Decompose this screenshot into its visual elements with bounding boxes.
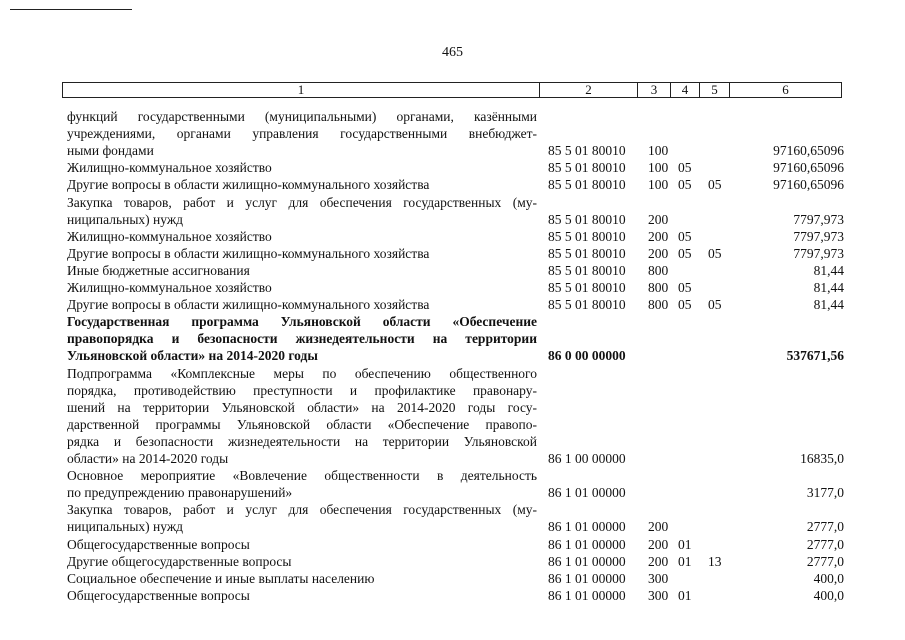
description-line: Основное мероприятие «Вовлечение общественности в деятельность — [67, 468, 537, 484]
row-subsection: 13 — [708, 553, 722, 569]
row-amount: 7797,973 — [793, 228, 844, 244]
row-code: 86 1 01 00000 — [548, 536, 626, 552]
column-header-2: 2 — [540, 83, 638, 98]
table-row — [0, 194, 905, 228]
description-line: Государственная программа Ульяновской области «Обеспечение — [67, 314, 537, 330]
description-line: ными фондами — [67, 143, 154, 158]
row-description — [67, 228, 537, 245]
row-description — [67, 279, 537, 296]
table-row — [0, 501, 905, 535]
row-subsection: 05 — [708, 177, 722, 193]
table-row — [0, 108, 905, 159]
row-code: 86 1 01 00000 — [548, 519, 626, 535]
row-expense-type: 200 — [648, 211, 669, 227]
row-expense-type: 200 — [648, 553, 669, 569]
row-expense-type: 800 — [648, 280, 669, 295]
row-description — [67, 365, 537, 467]
row-description — [67, 262, 537, 279]
row-code: 85 5 01 80010 — [548, 211, 626, 227]
row-amount: 7797,973 — [793, 211, 844, 227]
row-description — [67, 296, 537, 313]
row-amount: 97160,65096 — [773, 177, 844, 193]
table-row — [0, 313, 905, 364]
table-row — [0, 176, 905, 193]
description-line: Общегосударственные вопросы — [67, 536, 250, 552]
row-expense-type: 800 — [648, 297, 669, 313]
row-expense-type: 200 — [648, 245, 669, 261]
row-code: 85 5 01 80010 — [548, 262, 626, 278]
column-header-6: 6 — [730, 83, 842, 98]
row-amount: 400,0 — [813, 587, 844, 603]
page-number: 465 — [442, 45, 463, 60]
description-line: Подпрограмма «Комплексные меры по обеспечению общественного — [67, 365, 537, 381]
row-amount: 81,44 — [813, 297, 844, 313]
table-row — [0, 159, 905, 176]
row-code: 85 5 01 80010 — [548, 177, 626, 193]
row-code: 85 5 01 80010 — [548, 245, 626, 261]
description-line: Другие вопросы в области жилищно-коммунального хозяйства — [67, 177, 430, 193]
description-line: учреждениями, органами управления государственными внебюджет- — [67, 126, 537, 141]
description-line: Другие вопросы в области жилищно-коммунального хозяйства — [67, 245, 430, 261]
row-section: 05 — [678, 177, 692, 193]
row-section: 05 — [678, 297, 692, 313]
table-row — [0, 262, 905, 279]
column-header-table — [62, 82, 842, 98]
row-amount: 97160,65096 — [773, 160, 844, 176]
description-line: области» на 2014-2020 годы — [67, 450, 229, 466]
row-description — [67, 159, 537, 176]
row-description — [67, 553, 537, 570]
row-description — [67, 467, 537, 501]
row-expense-type: 200 — [648, 536, 669, 552]
table-row — [0, 279, 905, 296]
description-line: Другие общегосударственные вопросы — [67, 553, 292, 569]
row-code: 86 1 01 00000 — [548, 485, 626, 501]
row-code: 86 1 01 00000 — [548, 570, 626, 586]
description-line: Социальное обеспечение и иные выплаты населению — [67, 570, 375, 586]
table-row — [0, 296, 905, 313]
description-line: функций государственными (муниципальными) органами, казёнными — [67, 109, 537, 124]
row-amount: 97160,65096 — [773, 143, 844, 159]
row-code: 85 5 01 80010 — [548, 143, 626, 159]
table-row — [0, 245, 905, 262]
column-header-3: 3 — [638, 83, 671, 98]
description-line: Закупка товаров, работ и услуг для обеспечения государственных (му- — [67, 502, 537, 518]
row-section: 05 — [678, 245, 692, 261]
description-line: Жилищно-коммунальное хозяйство — [67, 228, 272, 244]
table-row — [0, 365, 905, 468]
row-description — [67, 194, 537, 228]
table-row — [0, 467, 905, 501]
row-amount: 2777,0 — [806, 536, 844, 552]
row-amount: 16835,0 — [800, 451, 844, 466]
row-code: 85 5 01 80010 — [548, 228, 626, 244]
description-line: Общегосударственные вопросы — [67, 587, 250, 603]
table-row — [0, 536, 905, 553]
description-line: рядка и безопасности жизнедеятельности на территории Ульяновской — [67, 433, 537, 449]
description-line: ниципальных) нужд — [67, 211, 184, 227]
row-expense-type: 300 — [648, 587, 669, 603]
description-line: дарственной программы Ульяновской области «Обеспечение правопо- — [67, 416, 537, 432]
row-subsection: 05 — [708, 245, 722, 261]
top-rule — [10, 9, 132, 10]
column-header-1: 1 — [63, 83, 540, 98]
description-line: порядка, противодействию преступности и профилактике правонару- — [67, 382, 537, 398]
column-header-5: 5 — [700, 83, 730, 98]
row-expense-type: 800 — [648, 262, 669, 278]
row-description — [67, 108, 537, 159]
row-code: 86 1 01 00000 — [548, 587, 626, 603]
row-description — [67, 536, 537, 553]
row-amount: 2777,0 — [806, 519, 844, 535]
row-section: 05 — [678, 160, 692, 176]
table-row — [0, 587, 905, 604]
row-amount: 81,44 — [813, 280, 844, 295]
description-line: Другие вопросы в области жилищно-коммунального хозяйства — [67, 297, 430, 313]
row-code: 86 1 00 00000 — [548, 451, 626, 466]
row-section: 01 — [678, 553, 692, 569]
table-row — [0, 553, 905, 570]
row-section: 01 — [678, 536, 692, 552]
row-amount: 7797,973 — [793, 245, 844, 261]
description-line: правопорядка и безопасности жизнедеятельности на территории — [67, 331, 537, 347]
description-line: ниципальных) нужд — [67, 519, 184, 535]
row-description — [67, 587, 537, 604]
row-expense-type: 300 — [648, 570, 669, 586]
description-line: по предупреждению правонарушений» — [67, 485, 293, 501]
row-section: 05 — [678, 228, 692, 244]
table-row — [0, 228, 905, 245]
description-line: шений на территории Ульяновской области» на 2014-2020 годы госу- — [67, 399, 537, 415]
description-line: Жилищно-коммунальное хозяйство — [67, 160, 272, 176]
row-code: 85 5 01 80010 — [548, 160, 626, 176]
column-header-4: 4 — [671, 83, 700, 98]
row-expense-type: 200 — [648, 519, 669, 535]
row-expense-type: 100 — [648, 177, 669, 193]
row-expense-type: 100 — [648, 143, 669, 159]
description-line: Жилищно-коммунальное хозяйство — [67, 280, 272, 295]
row-section: 01 — [678, 587, 692, 603]
row-description — [67, 176, 537, 193]
row-amount: 2777,0 — [806, 553, 844, 569]
row-description — [67, 313, 537, 364]
description-line: Иные бюджетные ассигнования — [67, 262, 250, 278]
description-line: Ульяновской области» на 2014-2020 годы — [67, 348, 318, 364]
row-code: 86 1 01 00000 — [548, 553, 626, 569]
row-amount: 400,0 — [813, 570, 844, 586]
row-code: 85 5 01 80010 — [548, 297, 626, 313]
row-amount: 81,44 — [813, 262, 844, 278]
column-header-row — [63, 83, 842, 98]
row-description — [67, 245, 537, 262]
row-code: 86 0 00 00000 — [548, 348, 626, 364]
row-amount: 537671,56 — [786, 348, 844, 364]
row-subsection: 05 — [708, 297, 722, 313]
row-expense-type: 100 — [648, 160, 669, 176]
row-description — [67, 570, 537, 587]
row-code: 85 5 01 80010 — [548, 280, 626, 295]
row-section: 05 — [678, 280, 692, 295]
description-line: Закупка товаров, работ и услуг для обеспечения государственных (му- — [67, 194, 537, 210]
table-row — [0, 570, 905, 587]
row-expense-type: 200 — [648, 228, 669, 244]
row-description — [67, 501, 537, 535]
row-amount: 3177,0 — [806, 485, 844, 501]
